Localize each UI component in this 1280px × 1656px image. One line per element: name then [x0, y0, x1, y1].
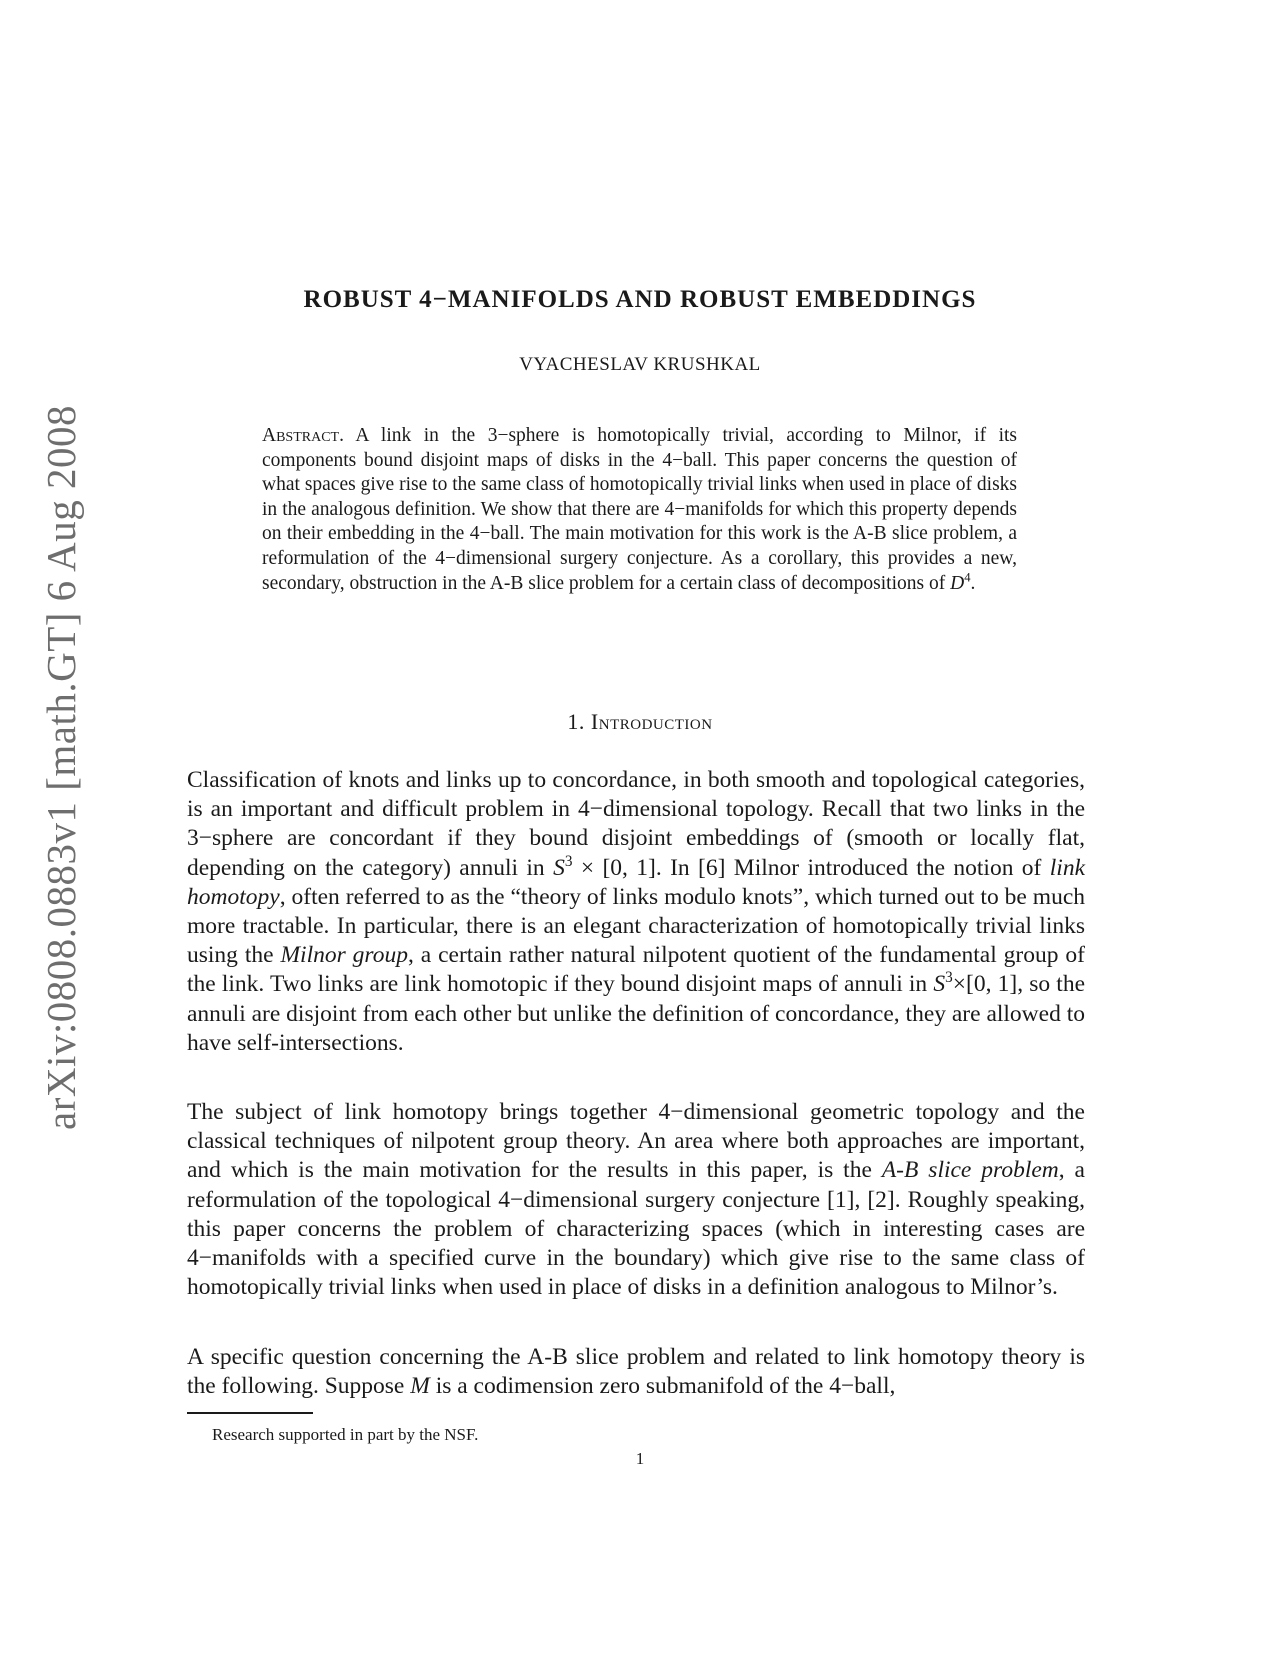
footnote: Research supported in part by the NSF. [212, 1425, 479, 1444]
arxiv-identifier-stamp: arXiv:0808.0883v1 [math.GT] 6 Aug 2008 [38, 404, 84, 1130]
abstract-end-punct: . [970, 572, 976, 594]
page-number: 1 [635, 1449, 645, 1468]
p3-text-1: A specific question concerning the A-B slice problem and related to link homotopy theory is the following. Suppose [187, 1344, 1085, 1400]
author-name: VYACHESLAV KRUSHKAL [519, 354, 761, 375]
p1-emphasis-milnor-group: Milnor group [280, 942, 408, 969]
section-number: 1. [567, 709, 585, 734]
body-paragraph-3 [187, 1343, 1085, 1401]
p2-emphasis-ab-slice: A-B slice problem [881, 1157, 1059, 1184]
abstract-math-sup: 4 [964, 570, 971, 585]
p3-text-2: is a codimension zero submanifold of the 4−ball, [435, 1373, 896, 1400]
p1-math2-s: S [933, 971, 946, 998]
p1-math2-sup: 3 [945, 969, 953, 987]
p1-text-5: , so the annuli are disjoint from each other but unlike the definition of concordance, they are allowed to have self-intersections. [187, 971, 1086, 1056]
p1-text-1: Classification of knots and links up to concordance, in both smooth and topological categories, is an important and difficult problem in 4−dimensional topology. Recall that two links in the 3−sphere are concordant if they bound disjoint embeddings of (smooth or locally flat, depending on the category) annuli in [187, 767, 1085, 881]
p2-text-1: The subject of link homotopy brings together 4−dimensional geometric topology and the classical techniques of nilpotent group theory. An area where both approaches are important, and which is the main motivation for the results in this paper, is the [187, 1099, 1085, 1184]
footnote-rule [187, 1412, 313, 1414]
p1-text-3: , often referred to as the “theory of links modulo knots”, which turned out to be much more tractable. In particular, there is an elegant characterization of homotopically trivial links using the [187, 883, 1085, 969]
abstract [262, 424, 1017, 596]
p1-text-4: , a certain rather natural nilpotent quotient of the fundamental group of the link. Two links are link homotopic if they bound disjoint maps of annuli in [187, 942, 1085, 998]
body-paragraph-1 [187, 766, 1085, 1058]
section-heading-introduction [0, 709, 1280, 735]
abstract-math-d: D [950, 572, 965, 594]
p2-text-2: , a reformulation of the topological 4−dimensional surgery conjecture [1], [2]. Roughly speaking, this paper concerns the problem of characterizing spaces (which in interesting cases are 4−manifolds with a specified curve in the boundary) which give rise to the same class of homotopically trivial links when used in place of disks in a definition analogous to Milnor’s. [187, 1157, 1085, 1301]
paper-title: ROBUST 4−MANIFOLDS AND ROBUST EMBEDDINGS [303, 286, 977, 313]
p1-math2-tail: ×[0, 1] [952, 971, 1018, 998]
p1-math-tail: × [0, 1] [572, 854, 656, 881]
abstract-text: A link in the 3−sphere is homotopically trivial, according to Milnor, if its components bound disjoint maps of disks in the 4−ball. This paper concerns the question of what spaces give rise to the same class of homotopically trivial links when used in place of disks in the analogous definition. We show that there are 4−manifolds for which this property depends on their embedding in the 4−ball. The main motivation for this work is the A-B slice problem, a reformulation of the 4−dimensional surgery conjecture. As a corollary, this provides a new, secondary, obstruction in the A-B slice problem for a certain class of decompositions of [262, 425, 1017, 594]
abstract-label: Abstract. [262, 425, 344, 446]
p1-math-s: S [553, 854, 565, 881]
p1-math-sup: 3 [564, 852, 573, 870]
p1-emphasis-link-homotopy: link homotopy [187, 854, 1086, 910]
p1-text-2: . In [6] Milnor introduced the notion of [655, 854, 1042, 881]
p3-math-m: M [410, 1373, 430, 1400]
body-paragraph-2 [187, 1098, 1085, 1302]
section-title: Introduction [590, 709, 713, 734]
